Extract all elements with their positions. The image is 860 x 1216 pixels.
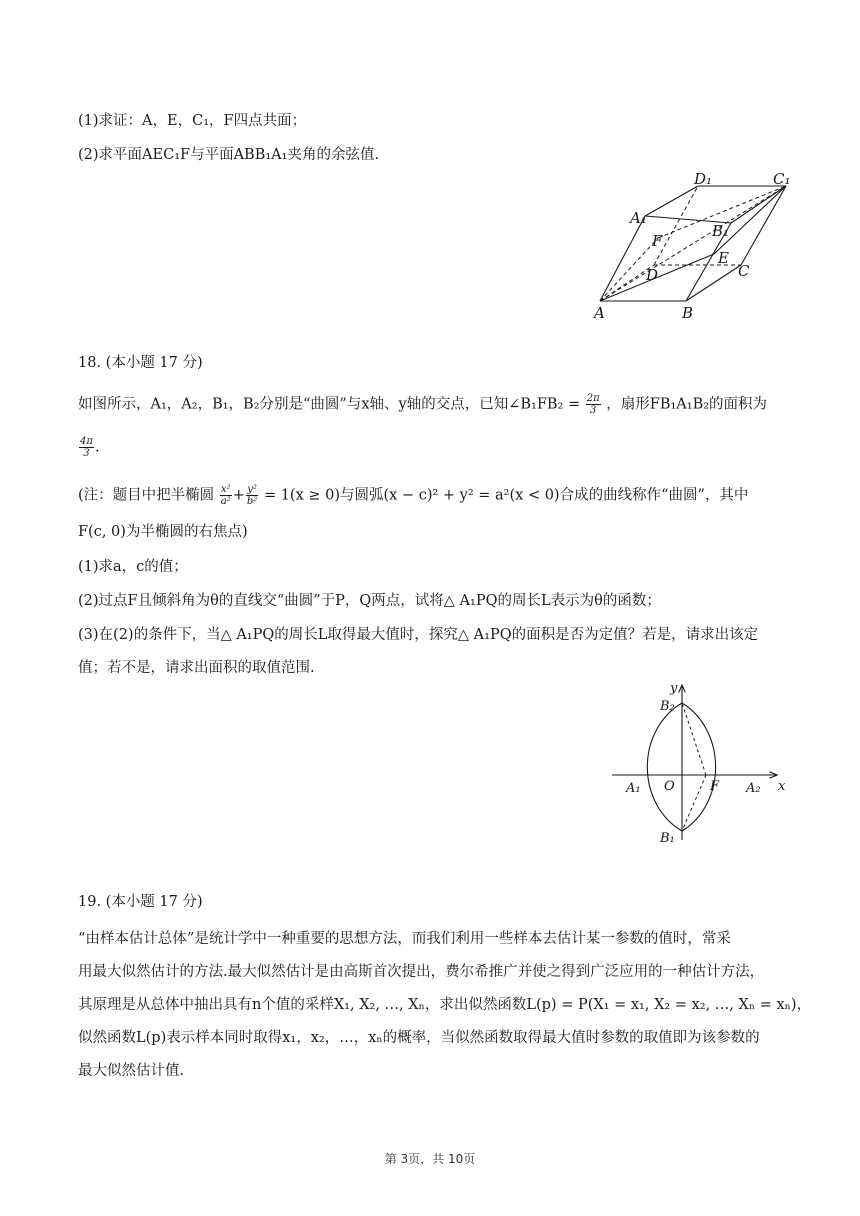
q18-header: 18. (本小题 17 分) [78,355,203,371]
q18-note-b: = 1(x ≥ 0)与圆弧(x − c)² + y² = a²(x < 0)合成的曲线称作“曲圆”，其中 [263,487,749,504]
label-d1: D₁ [694,170,713,188]
q18-note-a: (注：题目中把半椭圆 [78,487,215,504]
label-b: B [682,304,694,322]
q18-note-c: F(c, 0)为半椭圆的右焦点) [78,524,248,540]
q18-intro-b: ，扇形FB₁A₁B₂的面积为 [606,396,768,413]
ellipse-x-term: $\frac{\text{x²}}{\text{a²}}$ [220,484,231,507]
q18-intro [78,393,767,416]
ellipse-y-term: $\frac{\text{y²}}{\text{b²}}$ [246,484,258,507]
angle-fraction [586,393,601,416]
q18-part3b: 值；若不是，请求出面积的取值范围. [78,660,315,676]
label-a1: A₁ [630,209,647,227]
q19-line4: 似然函数L(p)表示样本同时取得x₁，x₂，…，xₙ的概率，当似然函数取得最大值时参数的取值即为该参数的 [78,1030,760,1046]
q18-note: (注：题目中把半椭圆 $\frac{\text{x²}}{\text{a²}}$ + $\frac{\text{y²}}{\text{b²}}$ = 1(x ≥ 0)与圆弧(x − c)² + y² = a²(x < 0)合成的曲线称作“曲圆”，其中 [78,484,749,507]
left-circle-arc [647,703,682,831]
label-b2: B₂ [660,699,675,714]
area-numerator: 4π [80,436,93,447]
q19-header: 19. (本小题 17 分) [78,894,203,910]
label-f: F [652,232,663,250]
area-denominator: 3 [83,448,90,459]
curved-circle-figure [612,680,796,850]
q19-line5: 最大似然估计值. [78,1063,185,1079]
area-fraction [79,436,94,459]
label-x: x [778,779,786,794]
right-half-ellipse [682,703,716,831]
label-b1: B₁ [712,222,730,240]
edge-cc1 [741,186,786,265]
q17-part1: (1)求证：A，E，C₁，F四点共面； [78,113,307,129]
angle-numerator: 2π [586,393,600,404]
q19-line2: 用最大似然估计的方法.最大似然估计是由高斯首次提出，费尔希推广并使之得到广泛应用的一种估计方法， [78,964,765,980]
page-footer: 第 3页，共 10页 [384,1152,476,1166]
segment-fb1 [682,775,706,831]
segment-ac1-hidden [600,186,786,301]
q18-intro-a: 如图所示，A₁，A₂，B₁，B₂分别是“曲圆”与x轴、y轴的交点，已知∠B₁FB₂ = [78,396,581,413]
label-a: A [594,304,605,322]
edge-bc [686,265,741,301]
label-e: E [718,249,729,267]
q18-part3a: (3)在(2)的条件下，当△ A₁PQ的周长L取得最大值时，探究△ A₁PQ的面积是否为定值？若是，请求出该定 [78,627,759,643]
segment-ec1 [714,186,786,254]
label-c1: C₁ [773,170,791,188]
label-d: D [646,266,659,284]
area-tail: . [94,439,100,456]
label-f: F [710,779,720,794]
label-c: C [738,262,750,280]
label-a1: A₁ [626,781,641,796]
angle-denominator: 3 [590,405,597,416]
label-b1: B₁ [660,831,675,846]
q18-part1: (1)求a，c的值； [78,559,188,575]
segment-fb2 [682,703,706,775]
q17-part2: (2)求平面AEC₁F与平面ABB₁A₁夹角的余弦值. [78,147,380,163]
label-o: O [664,779,675,794]
parallelepiped-figure [588,166,798,324]
q18-part2: (2)过点F且倾斜角为θ的直线交“曲圆”于P，Q两点，试将△ A₁PQ的周长L表示为θ的函数； [78,593,661,609]
label-y: y [670,681,678,696]
q18-area [78,436,100,459]
q19-line3: 其原理是从总体中抽出具有n个值的采样X₁, X₂, …, Xₙ，求出似然函数L(p) = P(X₁ = x₁, X₂ = x₂, …, Xₙ = xₙ)， [78,997,812,1013]
q19-line1: “由样本估计总体”是统计学中一种重要的思想方法，而我们利用一些样本去估计某一参数的值时，常采 [78,931,731,947]
edge-aa1 [600,216,645,301]
label-a2: A₂ [746,781,761,796]
